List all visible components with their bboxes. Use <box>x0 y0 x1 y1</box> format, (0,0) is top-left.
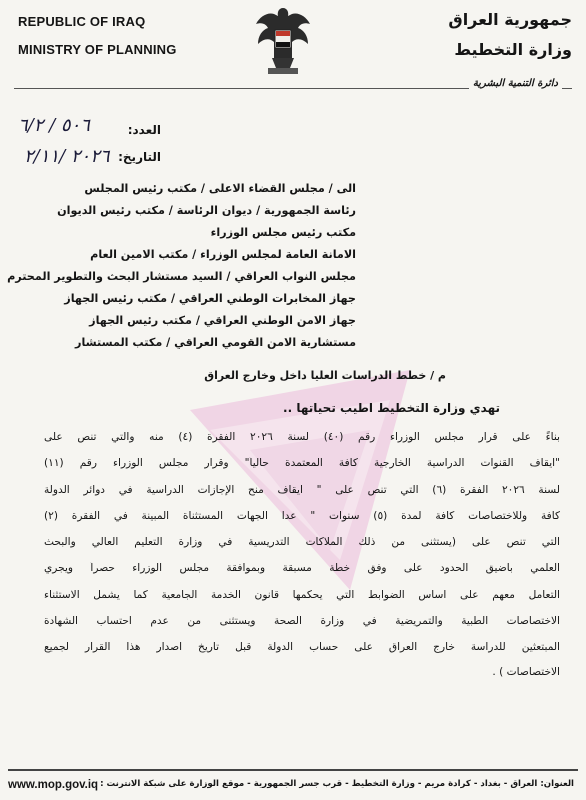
body-paragraph-line: الاختصاصات الطبية والتمريضية في وزارة الصحة ويستثنى من عدم احتساب الشهادة <box>44 615 560 627</box>
body-paragraph-line: لسنة ٢٠٢٦ الفقرة (٦) التي تنص على " ايقاف منح الإجازات الدراسية في دوائر الدولة <box>44 484 560 496</box>
subject-line: م / خطط الدراسات العليا داخل وخارج العراق <box>204 369 446 382</box>
recipient-line: رئاسة الجمهورية / ديوان الرئاسة / مكتب رئيس الديوان <box>57 204 356 217</box>
body-paragraph-line: المبتعثين للدراسة خارج العراق على حساب الدولة قبل تاريخ اصدار هذا القرار لجميع <box>44 641 560 653</box>
body-paragraph-line: كافة وللاختصاصات كافة لمدة (٥) سنوات " عدا الجهات المستثناة المبينة في الفقرة (٢) <box>44 510 560 522</box>
reference-number-value: ٥٠٦ / ٦/٢ <box>18 115 90 136</box>
recipient-line: الى / مجلس القضاء الاعلى / مكتب رئيس المجلس <box>84 182 356 195</box>
recipient-line: جهاز الامن الوطني العراقي / مكتب رئيس الجهاز <box>89 314 356 327</box>
footer-address: العنوان: العراق - بغداد - كرادة مريم - وزارة التخطيط - قرب جسر الجمهورية - موقع الوزارة على شبكة الانترنت : <box>100 779 574 789</box>
reference-number-label: العدد: <box>127 123 161 137</box>
body-paragraph-line: التعامل معهم على اساس الضوابط التي يحكمها قانون الخدمة الجامعية كما يشمل الاستثناء <box>44 589 560 601</box>
body-paragraph-line: "ايقاف القنوات الدراسية الخارجية كافة المعتمدة حالياً" وقرار مجلس الوزراء رقم (١١) <box>44 457 560 469</box>
iraq-eagle-emblem-icon <box>252 2 314 80</box>
header-arabic-line1: جمهورية العراق <box>448 10 572 29</box>
recipient-line: مجلس النواب العراقي / السيد مستشار البحث والتطوير المحترم <box>7 270 356 283</box>
recipient-line: مكتب رئيس مجلس الوزراء <box>210 226 356 239</box>
recipient-line: الامانة العامة لمجلس الوزراء / مكتب الامين العام <box>90 248 356 261</box>
body-paragraph-line: التي تنص على (يستثنى من ذلك الملاكات التدريسية في وزارة التعليم العالي والبحث <box>44 536 560 548</box>
footer-divider <box>8 769 578 771</box>
body-paragraph-line: الاختصاصات ) . <box>492 666 560 678</box>
footer-website-link[interactable]: www.mop.gov.iq <box>8 779 99 791</box>
header-arabic-line2: وزارة التخطيط <box>454 40 572 59</box>
recipient-line: جهاز المخابرات الوطني العراقي / مكتب رئيس الجهاز <box>64 292 356 305</box>
reference-date-label: التاريخ: <box>118 150 161 164</box>
greeting: تهدي وزارة التخطيط اطيب تحياتها .. <box>283 401 500 415</box>
body-paragraph-line: بناءً على قرار مجلس الوزراء رقم (٤٠) لسنة ٢٠٢٦ الفقرة (٤) منه والتي تنص على <box>44 431 560 443</box>
recipient-line: مستشارية الامن القومي العراقي / مكتب المستشار <box>75 336 356 349</box>
reference-date-value: ٢٠٢٦ /٢/١١ <box>24 146 110 167</box>
header-english-line1: REPUBLIC OF IRAQ <box>18 14 146 29</box>
body-paragraph-line: العلمي باضيق الحدود على وفق خطة مسبقة وبموافقة مجلس الوزراء حصراً ويجري <box>44 562 560 574</box>
department-name: دائرة التنمية البشرية <box>469 78 562 89</box>
header-english-line2: MINISTRY OF PLANNING <box>18 42 177 57</box>
